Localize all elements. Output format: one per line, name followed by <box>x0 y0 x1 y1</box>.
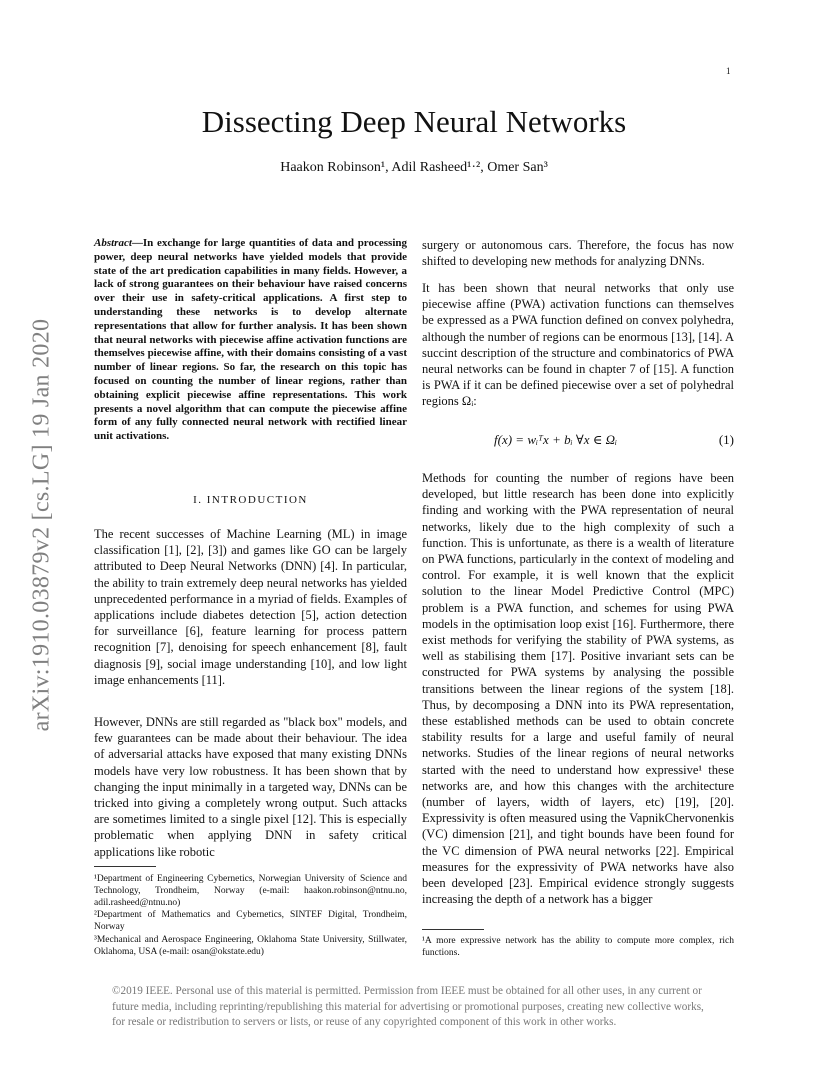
equation-number: (1) <box>718 432 734 447</box>
right-paragraph-2: It has been shown that neural networks that only use piecewise affine (PWA) activation functions can themselves be expressed as a PWA function defined on convex polyhedra, although the number of regions can be enormous [13], [14]. A succint description of the structure and combinatorics of PWA neural networks can be found in chapter 7 of [15]. A function is PWA if it can be defined piecewise over a set of polyhedral regions Ωᵢ: <box>422 281 734 409</box>
footnote-rule-left <box>94 866 156 867</box>
author-list: Haakon Robinson¹, Adil Rasheed¹·², Omer San³ <box>280 160 548 175</box>
copyright-notice: ©2019 IEEE. Personal use of this material is permitted. Permission from IEEE must be obtained for all other uses, in any current or future media, including reprinting/republishing this material for advertising or promotional purposes, creating new collective works, for resale or redistribution to servers or lists, or reuse of any copyrighted component of this work in other works. <box>112 985 704 1028</box>
footnote-expressive: ¹A more expressive network has the ability to compute more complex, rich functions. <box>422 936 734 958</box>
equation-expression: f(x) = wᵢᵀx + bᵢ ∀x ∈ Ωᵢ <box>494 432 618 447</box>
arxiv-id-text: arXiv:1910.03879v2 [cs.LG] 19 Jan 2020 <box>28 318 55 732</box>
section-heading: I. INTRODUCTION <box>193 494 308 506</box>
right-paragraph-3: Methods for counting the number of regions have been developed, but little research has been done into explicitly finding and working with the PWA representation of neural networks, likely due to the high complexity of such a function. This is unfortunate, as there is a wealth of literature on PWA functions, particularly in the context of modeling and control. For example, it is well known that the explicit solution to the linear Model Predictive Control (MPC) problem is a PWA function, and schemes for using PWA models in the optimisation loop exist [16]. Furthermore, there exist methods for verifying the stability of PWA systems, as well as stabilising them [17]. Positive invariant sets can be constructed for PWA systems by analysing the possible transitions between the linear regions of the system [18]. Thus, by decomposing a DNN into its PWA representation, these established methods can be used to obtain concrete stability results for a large and useful family of neural networks. Studies of the linear regions of neural networks started with the need to understand how expressive¹ these networks are, and how this changes with the architecture (number of layers, width of layers, etc) [19], [20]. Expressivity is often measured using the VapnikChervonenkis (VC) dimension [21], and tight bounds have been found for the VC dimension of PWA neural networks [22]. Empirical measures for the expressivity of PWA networks have also been developed [23]. Empirical evidence strongly suggests increasing the depth of a network has a bigger <box>422 471 734 907</box>
footnote-affiliation-3: ³Mechanical and Aerospace Engineering, Oklahoma State University, Stillwater, Oklahoma, USA (e-mail: osan@okstate.edu) <box>94 935 407 957</box>
footnote-affiliation-1: ¹Department of Engineering Cybernetics, Norwegian University of Science and Technology, Trondheim, Norway (e-mail: haakon.robinson@ntnu.no, adil.rasheed@ntnu.no) <box>94 874 407 908</box>
footnote-rule-right <box>422 929 484 930</box>
equation-1 <box>422 432 734 452</box>
right-paragraph-1: surgery or autonomous cars. Therefore, the focus has now shifted to developing new methods for analyzing DNNs. <box>422 238 734 269</box>
abstract-label: Abstract <box>94 237 132 249</box>
intro-paragraph-2: However, DNNs are still regarded as "black box" models, and few guarantees can be made about their behaviour. The idea of adversarial attacks have exposed that many existing DNNs models have very low robustness. It has been shown that by changing the input minimally in a targeted way, DNNs can be tricked into giving a completely wrong output. Such attacks are sometimes limited to a single pixel [12]. This is especially problematic when applying DNN in safety critical applications like robotic <box>94 715 407 859</box>
abstract <box>94 237 407 444</box>
arxiv-identifier <box>12 290 72 760</box>
footnote-affiliation-2: ²Department of Mathematics and Cybernetics, SINTEF Digital, Trondheim, Norway <box>94 910 407 932</box>
paper-title: Dissecting Deep Neural Networks <box>201 104 627 139</box>
abstract-text: —In exchange for large quantities of data and processing power, deep neural networks have yielded models that provide state of the art predication capabilities in many fields. However, a lack of strong guarantees on their behaviour have raised concerns over their use in safety-critical applications. A first step to understanding these networks is to develop alternate representations that allow for further analysis. It has been shown that neural networks with piecewise affine activation functions are themselves piecewise affine, with their domains consisting of a vast number of linear regions. So far, the research on this topic has focused on counting the number of linear regions, rather than obtaining explicit piecewise affine representations. This work presents a novel algorithm that can compute the piecewise affine form of any fully connected neural network with rectified linear unit activations. <box>94 237 407 443</box>
page-number: 1 <box>726 66 731 76</box>
intro-paragraph-1: The recent successes of Machine Learning (ML) in image classification [1], [2], [3]) and games like GO can be largely attributed to Deep Neural Networks (DNN) [4]. In particular, the ability to train extremely deep neural networks has yielded unprecedented performance in a myriad of fields. Examples of applications include diabetes detection [5], action detection for surveillance [6], feature learning for process pattern recognition [7], denoising for speech enhancement [8], fault diagnosis [9], social image understanding [10], and low light image enhancements [11]. <box>94 527 407 687</box>
